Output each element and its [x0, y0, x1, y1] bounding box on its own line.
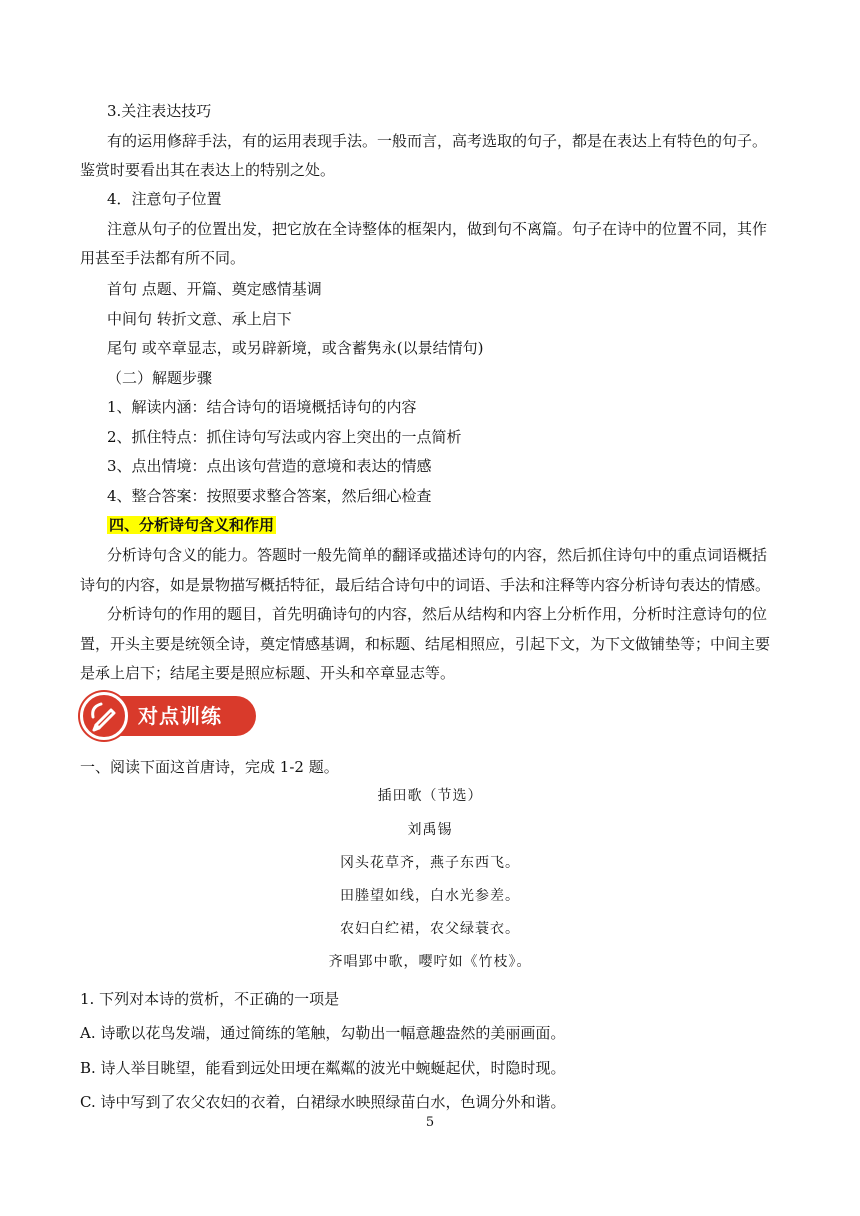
- option-b: B. 诗人举目眺望，能看到远处田埂在粼粼的波光中蜿蜒起伏，时隐时现。: [80, 1059, 566, 1077]
- steps-title: （二）解题步骤: [107, 369, 213, 387]
- badge-label: 对点训练: [138, 704, 222, 728]
- section4-title: 4．注意句子位置: [107, 190, 222, 208]
- section4-body-line2: 用甚至手法都有所不同。: [80, 249, 246, 267]
- question-1: 1. 下列对本诗的赏析，不正确的一项是: [80, 990, 340, 1008]
- pencil-icon: [80, 692, 128, 740]
- poem-line-4: 齐唱郢中歌，嘤咛如《竹枝》。: [328, 954, 532, 970]
- section3-body-line1: 有的运用修辞手法，有的运用表现手法。一般而言，高考选取的句子，都是在表达上有特色的句子。: [107, 132, 768, 150]
- exercise-intro: 一、阅读下面这首唐诗，完成 1-2 题。: [80, 758, 339, 776]
- para2-line3: 是承上启下；结尾主要是照应标题、开头和卒章显志等。: [80, 664, 456, 682]
- step-1: 1、解读内涵：结合诗句的语境概括诗句的内容: [107, 398, 417, 416]
- step-4: 4、整合答案：按照要求整合答案，然后细心检查: [107, 487, 432, 505]
- page-number: 5: [425, 1115, 435, 1130]
- option-a: A. 诗歌以花鸟发端，通过简练的笔触，勾勒出一幅意趣盎然的美丽画面。: [80, 1024, 566, 1042]
- poem-line-1: 冈头花草齐，燕子东西飞。: [340, 855, 520, 871]
- poem-line-2: 田塍望如线，白水光参差。: [340, 888, 520, 904]
- para1-line1: 分析诗句含义的能力。答题时一般先简单的翻译或描述诗句的内容，然后抓住诗句中的重点词语概括: [107, 546, 768, 564]
- section4-body-line1: 注意从句子的位置出发，把它放在全诗整体的框架内，做到句不离篇。句子在诗中的位置不同，其作: [107, 220, 768, 238]
- para2-line2: 置，开头主要是统领全诗，奠定情感基调，和标题、结尾相照应，引起下文，为下文做铺垫等；中间主要: [80, 635, 771, 653]
- practice-badge: [80, 692, 256, 740]
- position-middle-line: 中间句 转折文意、承上启下: [107, 310, 292, 328]
- para2-line1: 分析诗句的作用的题目，首先明确诗句的内容，然后从结构和内容上分析作用，分析时注意诗句的位: [107, 605, 768, 623]
- position-first-line: 首句 点题、开篇、奠定感情基调: [107, 280, 322, 298]
- poem-title: 插田歌（节选）: [377, 788, 483, 804]
- step-3: 3、点出情境：点出该句营造的意境和表达的情感: [107, 457, 432, 475]
- step-2: 2、抓住特点：抓住诗句写法或内容上突出的一点简析: [107, 428, 462, 446]
- section-heading-4: [107, 515, 276, 535]
- para1-line2: 诗句的内容，如是景物描写概括特征，最后结合诗句中的词语、手法和注释等内容分析诗句表达的情感。: [80, 576, 771, 594]
- poem-line-3: 农妇白纻裙，农父绿蓑衣。: [340, 921, 520, 937]
- highlighted-heading: 四、分析诗句含义和作用: [109, 516, 275, 534]
- poem-author: 刘禹锡: [407, 822, 453, 838]
- section3-title: 3.关注表达技巧: [107, 102, 212, 120]
- option-c: C. 诗中写到了农父农妇的衣着，白裙绿水映照绿苗白水，色调分外和谐。: [80, 1093, 566, 1111]
- position-last-line: 尾句 或卒章显志，或另辟新境，或含蓄隽永(以景结情句): [107, 339, 484, 357]
- section3-body-line2: 鉴赏时要看出其在表达上的特别之处。: [80, 161, 336, 179]
